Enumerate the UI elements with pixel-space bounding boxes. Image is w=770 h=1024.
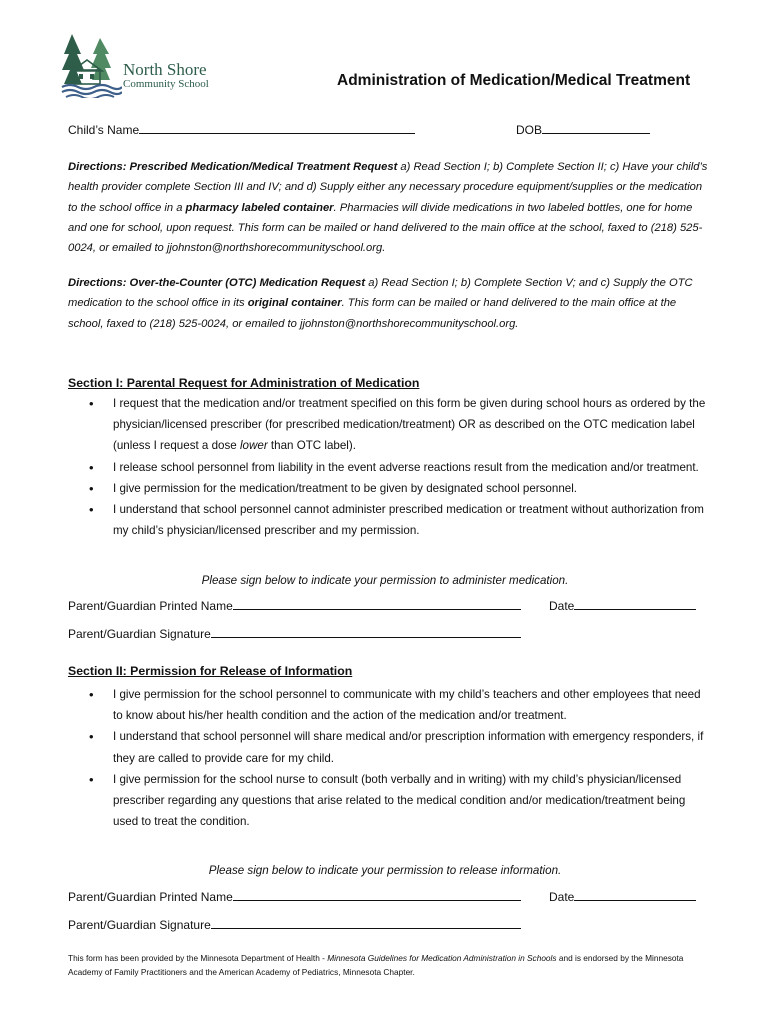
section2-bullets [87,684,707,832]
directions-otc-text2: . This form can be mailed or hand delivered to the main office at the school, faxed to (218) 525-0024, or emailed to jjohnston@northshorecommunityschool.org. [68,297,677,330]
section2-signature-field[interactable] [211,917,521,929]
section1-bullet-2: • I release school personnel from liability in the event adverse reactions result from the medication and/or treatment. [87,457,707,478]
section2-bullet-2: • I understand that school personnel will share medical and/or prescription information with emergency responders, if they are called to provide care for my child. [87,726,707,768]
directions-prescribed-text1: a) Read Section I; b) Complete Section II; c) Have your child’s health provider complete Section III and IV; and d) Supply either any necessary procedure equipment/supplies or the medication to the school office in a [68,161,708,214]
section2-date-label: Date [549,890,575,904]
dob-label: DOB [516,123,543,137]
section2-sign-note: Please sign below to indicate your permission to release information. [208,864,562,877]
section1-date-label: Date [549,599,575,613]
section1-printed-name-label: Parent/Guardian Printed Name [68,599,233,613]
section1-bullet-1 [87,393,707,457]
logo-name: North Shore [123,60,207,79]
footer-italic: Minnesota Guidelines for Medication Administration in Schools [327,953,557,963]
directions-prescribed-lead: Directions: Prescribed Medication/Medical Treatment Request [68,161,398,173]
section1-bullet-1-part2: than OTC label). [267,439,356,453]
directions-otc-lead: Directions: Over-the-Counter (OTC) Medication Request [68,277,366,289]
dob-row [516,122,650,137]
section2-bullet-1: • I give permission for the school personnel to communicate with my child’s teachers and other employees that need to know about his/her health condition and the action of the medication and/or treatment. [87,684,707,726]
section2-date-field[interactable] [574,889,696,901]
section1-bullets [87,393,707,541]
logo-subtitle: Community School [123,78,209,90]
footer-part1: This form has been provided by the Minnesota Department of Health - [68,953,328,963]
directions-prescribed-bold: pharmacy labeled container [185,201,334,214]
footer-note [68,952,708,979]
tree-icon [60,32,122,98]
section1-date-field[interactable] [574,598,696,610]
section2-printed-name-field[interactable] [233,889,521,901]
section1-bullet-1-italic: lower [239,439,268,453]
section2-printed-name-label: Parent/Guardian Printed Name [68,890,233,904]
section2-date-row [549,889,696,904]
section2-signature-row [68,917,521,932]
school-logo [60,32,210,102]
section1-heading: Section I: Parental Request for Administration of Medication [68,376,420,390]
directions-prescribed-text2: . Pharmacies will divide medications in two labeled bottles, one for home and one for school, upon request. This form can be mailed or hand delivered to the main office at the school, faxed to (218) 525-0024, or emailed to jjohnston@northshorecommunityschool.org. [68,201,703,255]
child-name-row [68,122,415,137]
section1-signature-field[interactable] [211,626,521,638]
page-title: Administration of Medication/Medical Treatment [337,72,691,89]
section1-bullet-1-part1: I request that the medication and/or treatment specified on this form be given during school hours as ordered by the physician/licensed prescriber (for prescribed medication/treatment) OR as described on the OTC medication label (unless I request a dose [113,397,706,453]
section1-signature-row [68,626,521,641]
section1-sign-note: Please sign below to indicate your permission to administer medication. [201,574,569,587]
dob-field[interactable] [542,122,650,134]
section2-heading: Section II: Permission for Release of Information [68,664,353,678]
section1-bullet-4: • I understand that school personnel cannot administer prescribed medication or treatment without authorization from my child’s physician/licensed prescriber and my permission. [87,499,707,541]
directions-otc-text1: a) Read Section I; b) Complete Section V; and c) Supply the OTC medication to the school office in its [68,277,693,310]
section2-bullet-3: • I give permission for the school nurse to consult (both verbally and in writing) with my child’s physician/licensed prescriber regarding any questions that arise related to the medical condition and/or medication/treatment being used to treat the condition. [87,769,707,833]
section1-printed-name-field[interactable] [233,598,521,610]
section2-signature-label: Parent/Guardian Signature [68,918,211,932]
directions-otc-bold: original container [247,297,342,310]
child-name-label: Child’s Name [68,123,140,137]
section1-bullet-3: • I give permission for the medication/treatment to be given by designated school personnel. [87,478,707,499]
directions-prescribed [68,157,708,258]
footer-part2: and is endorsed by the Minnesota Academy of Family Practitioners and the American Academy of Pediatrics, Minnesota Chapter. [68,953,684,977]
section2-printed-name-row [68,889,521,904]
section1-signature-label: Parent/Guardian Signature [68,627,211,641]
child-name-field[interactable] [139,122,415,134]
section1-date-row [549,598,696,613]
directions-otc [68,273,708,334]
section1-printed-name-row [68,598,521,613]
